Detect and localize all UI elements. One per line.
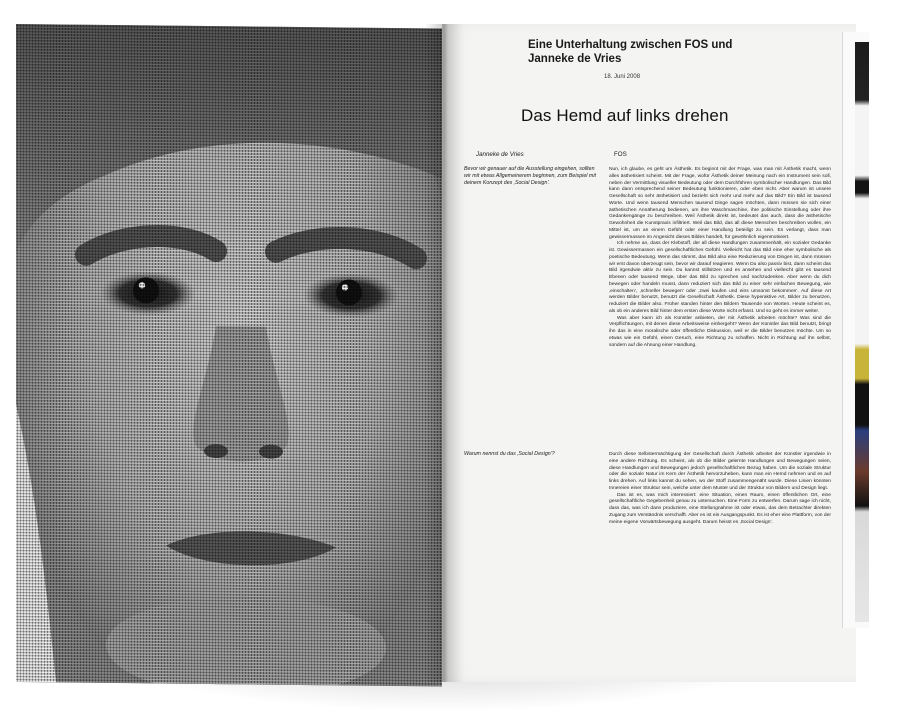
portrait-photo bbox=[16, 24, 442, 686]
answer-1-paragraph: Ich nehme an, dass der Klebstoff, der all diese Handlungen zusammenhält, ein sozialer Gedanke ist. Gewissermassen ein gesellschaftliches Gefühl. Vielleicht hat das Bild eine eher symbolische als poetische Bedeutung. Wenn das stimmt, das Bild also eine Reduzierung von Dingen ist, dann müssen wir erst davon überzeugt sein, bevor wir darauf reagieren. Wenn Du also passiv bist, dann scheint das Bild irgendwie aktiv zu sein. Du kannst stillsitzen und es ansehen und vielleicht gibt es tausend Ebenen oder tausend Wege, über das Bild zu sprechen und nachzudenken. Aber wenn du dich bewegen oder handeln musst, dann reduziert sich das Bild zu einer sehr einfachen Bewegung, wie ‚einschalten', ‚schneller bewegen' oder ‚zwei kaufen und eins umsonst bekommen'. Auf diese Art werden Bilder benutzt, benutzt die Gesellschaft Ästhetik. Diese hyperaktive Art, Bilder zu benutzen, reduziert die Bilder also. Früher standen hinter den Bildern Tausende von Worten. Heute scheint es, als ob ein anderes Bild hinter dem ersten diese Worte nicht erfasst. Und so geht es immer weiter. bbox=[609, 241, 831, 314]
question-2: Warum nennst du das ‚Social Design'? bbox=[464, 451, 555, 457]
conversation-date: 18. Juni 2008 bbox=[604, 74, 641, 80]
answer-1 bbox=[609, 167, 831, 349]
next-page-edge bbox=[855, 42, 869, 622]
interviewer-name: Janneke de Vries bbox=[476, 151, 524, 158]
answer-1-paragraph: Was aber kann ich als Künstler anbieten, der mit Ästhetik arbeiten möchte? Was sind die Verpflichtungen, mit denen diese Arbeitsweise einhergeht? Wenn der Künstler das Bild benutzt, bringt ihn das in eine moralische oder öffentliche Diskussion, weil er die Bilder benutzen möchte. Um so etwas wie ein Gefühl, einen Geruch, eine Richtung zu schaffen. Nicht in Richtung auf ihn selbst, sondern auf die Ahnung einer Handlung. bbox=[609, 315, 831, 348]
answer-2-paragraph: Das ist es, was mich interessiert: eine Situation, einen Raum, einen öffentlichen Ort, eine gesellschaftliche Gegebenheit genau zu untersuchen. Eine Form zu entwerfen. Darum sage ich nicht, dass das, was ich dann produziere, eine Stellungnahme ist oder etwas, das dem Betrachter direkten Zugang zum Verständnis verschafft. Aber es ist ein Ausgangspunkt. Es ist eher eine Plattform, von der meine eigene Vorwärtsbewegung ausgeht. Darum heisst es ‚Social Design'. bbox=[609, 492, 831, 525]
artist-name: FOS bbox=[614, 151, 627, 158]
magazine-spread bbox=[16, 24, 868, 682]
conversation-title: Eine Unterhaltung zwischen FOS und Janneke de Vries bbox=[528, 39, 733, 65]
answer-2 bbox=[609, 452, 831, 526]
article-headline: Das Hemd auf links drehen bbox=[521, 106, 729, 125]
article-header bbox=[528, 38, 748, 80]
question-1: Bevor wir genauer auf die Ausstellung eingehen, sollten wir mit etwas Allgemeinerem beginnen, zum Beispiel mit deinem Konzept des ‚Social Design'. bbox=[464, 166, 596, 187]
answer-1-paragraph: Nun, ich glaube, es geht um Ästhetik. Es beginnt mit der Frage, was man mit Ästhetik macht, wenn alles ästhetisiert scheint. Mit der Frage, wofür Ästhetik deiner Meinung nach ein Instrument sein soll, neben der Vermittlung visueller Bedeutung oder dem Durchführen symbolischer Handlungen. Das Bild kann dann entsprechend seiner Bedeutung funktionieren, oder eben nicht. Aber warum ist unsere Gesellschaft so sehr ästhetisiert und bezieht sich mehr und mehr auf das Bild? Ein Bild ist tausend Worte. Und wenn tausend Menschen tausend Dinge sagen möchten, dann müssen sie sich einer ästhetischen Annäherung bedienen, um ihre Waschmaschine, ihre politische Einstellung oder ihre Gedankengänge zu beschreiben. Weil Ästhetik direkt ist, bedeutet das auch, dass die ästhetische Gewohnheit die Kunstpraxis infiltriert. Weil das Bild, das all diese Menschen beschreiben wollen, ein Mittel ist, um an einem Gefühl oder einer Handlung beteiligt zu sein. Es verlangt, dass man gewissermassen im Angesicht dieses Bildes handelt, für gewöhnlich eigenmotiviert. bbox=[609, 167, 831, 240]
answer-2-paragraph: Durch diese Selbstermächtigung der Gesellschaft durch Ästhetik arbeitet der Künstler irgendwie in eine andere Richtung. Es scheint, als ob die Bilder gelernte Handlungen und Bewegungen seien, diese Handlungen und Bewegungen jedoch gesellschaftlichen Bezug haben. Um die soziale Struktur oder die soziale Natur im Kern der Ästhetik hervorzuheben, kann man ein Hemd nehmen und es auf links drehen. Auf links kannst du sehen, wo der Stoff zusammengenäht wurde. Diese Linien könnten Innereien einer Struktur sein, welche unter dem Muster und der Struktur von Bildern und Design liegt. bbox=[609, 452, 831, 491]
spine-gutter bbox=[424, 24, 464, 682]
page-edges bbox=[842, 32, 869, 628]
halftone-screen bbox=[16, 24, 442, 686]
article-page bbox=[442, 24, 856, 682]
